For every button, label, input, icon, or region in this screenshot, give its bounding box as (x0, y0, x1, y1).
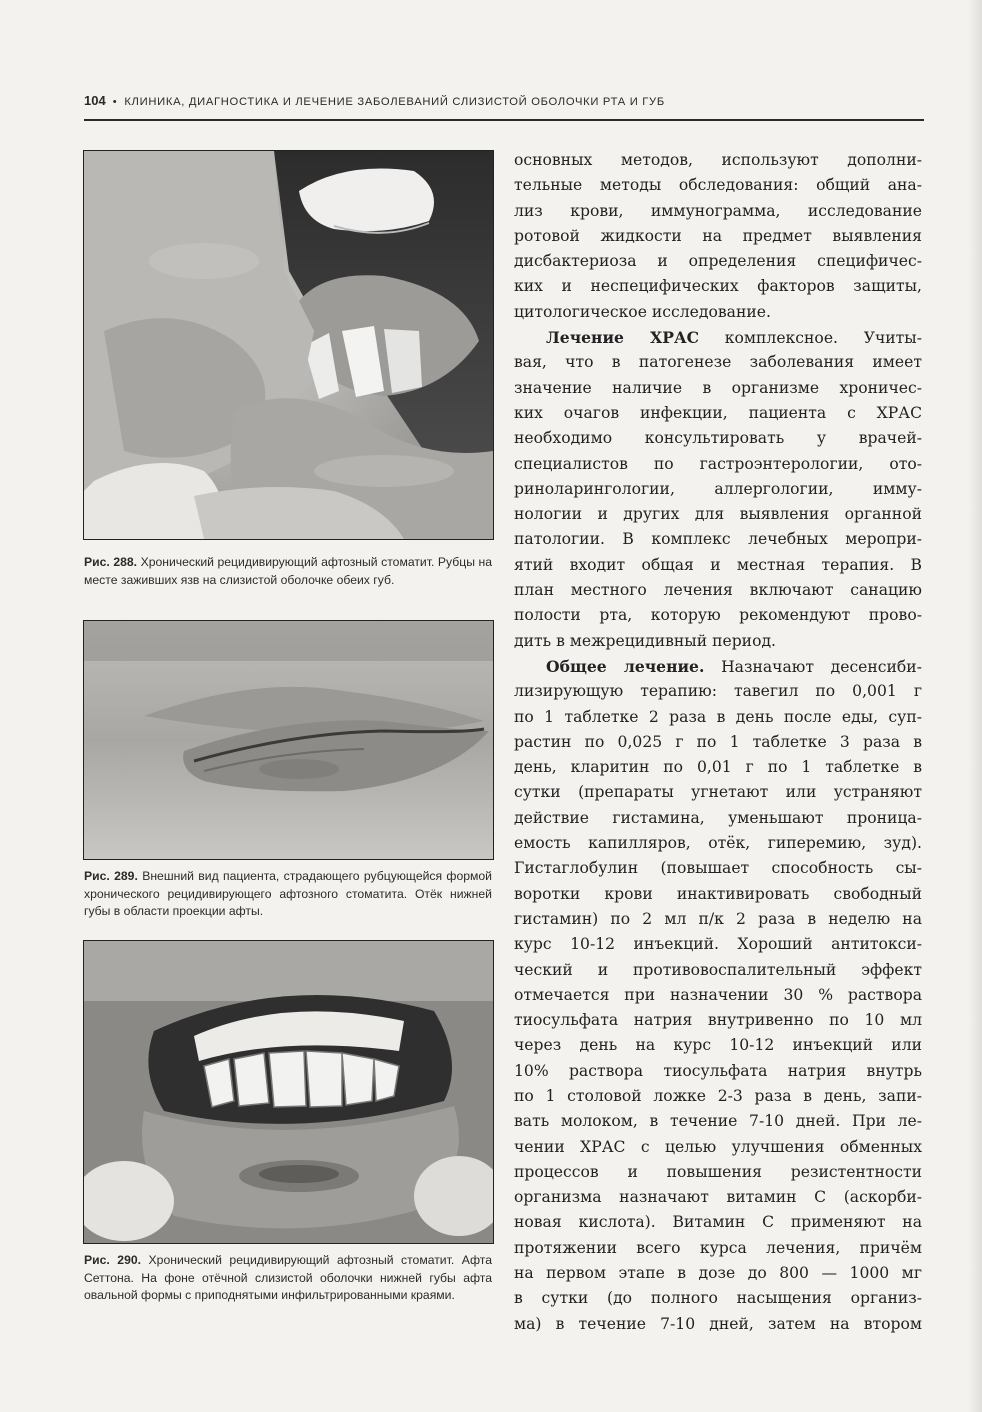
figure-289-text: Внешний вид пациента, страдающего рубцующейся формой хронического рецидивирующего афтозного стоматита. Отёк нижней губы в области проекции афты. (84, 869, 492, 918)
figure-289-caption (84, 868, 492, 921)
text-line: в сутки (до полного насыщения организ- (514, 1289, 922, 1308)
text-line: емость капилляров, отёк, гиперемию, зуд). (514, 834, 922, 853)
text-line: вая, что в патогенезе заболевания имеет (514, 353, 922, 372)
figure-288-caption (84, 554, 492, 589)
text-line: организма назначают витамин С (аскорби- (514, 1188, 922, 1207)
header-separator: • (112, 96, 118, 108)
figure-289-photo (83, 620, 494, 860)
text-line: лиз крови, иммунограмма, исследование (514, 201, 922, 220)
treatment-heading: Лечение ХРАС (546, 328, 700, 348)
text-line: нологии и других для выявления органной (514, 505, 922, 524)
text-line: патологии. В комплекс лечебных меропри- (514, 530, 922, 549)
figure-290-caption (84, 1252, 492, 1305)
text-line: ческий и противовоспалительный эффект (514, 960, 922, 979)
text-line: по 1 таблетке 2 раза в день после еды, суп- (514, 707, 922, 726)
body-text-column (514, 148, 922, 1337)
text-line: чении ХРАС с целью улучшения обменных (514, 1137, 922, 1156)
text-line: лизирующую терапию: тавегил по 0,001 г (514, 682, 922, 701)
text-line: день, кларитин по 0,01 г по 1 таблетке в (514, 758, 922, 777)
figure-288-label: Рис. 288. (84, 555, 138, 569)
text-line: через день на курс 10-12 инъекций или (514, 1036, 922, 1055)
text-line: основных методов, используют дополни- (514, 151, 922, 169)
text-line-treatment-heading (514, 325, 922, 350)
text-line: на первом этапе в дозе до 800 — 1000 мг (514, 1264, 922, 1283)
text-line: необходимо консультировать у врачей- (514, 429, 922, 448)
header-rule (84, 119, 924, 121)
page-number: 104 (84, 93, 106, 108)
text-line: специалистов по гастроэнтерологии, ото- (514, 454, 922, 473)
running-header (84, 93, 924, 108)
figure-289-label: Рис. 289. (84, 869, 138, 883)
text-run: комплексное. Учиты- (724, 329, 922, 348)
text-line: отмечается при назначении 30 % раствора (514, 985, 922, 1004)
text-line: курс 10-12 инъекций. Хороший антитокси- (514, 935, 922, 954)
text-line: значение наличие в организме хроничес- (514, 378, 922, 397)
text-line: цитологическое исследование. (514, 302, 771, 321)
text-run: Назначают десенсиби- (721, 657, 922, 676)
text-line: тельные методы обследования: общий ана- (514, 176, 922, 195)
text-line: новая кислота). Витамин С применяют на (514, 1213, 922, 1232)
text-line: риноларингологии, аллергологии, имму- (514, 479, 922, 498)
text-line: вать молоком, в течение 7-10 дней. При ле- (514, 1112, 922, 1131)
page-edge-shadow (968, 0, 982, 1412)
figure-290-photo (83, 940, 494, 1244)
text-line: ких и неспецифических факторов защиты, (514, 277, 922, 296)
running-title: КЛИНИКА, ДИАГНОСТИКА И ЛЕЧЕНИЕ ЗАБОЛЕВАНИЙ СЛИЗИСТОЙ ОБОЛОЧКИ РТА И ГУБ (124, 96, 665, 108)
text-line: гистамин) по 2 мл п/к 2 раза в неделю на (514, 909, 922, 928)
figure-288-text: Хронический рецидивирующий афтозный стоматит. Рубцы на месте заживших язв на слизистой оболочке обеих губ. (84, 555, 492, 587)
text-line: сутки (препараты угнетают или устраняют (514, 783, 922, 802)
figure-290-text: Хронический рецидивирующий афтозный стоматит. Афта Сеттона. На фоне отёчной слизистой оболочки нижней губы афта овальной формы с приподнятыми инфильтрированными краями. (84, 1253, 492, 1302)
figure-290-label: Рис. 290. (84, 1253, 142, 1267)
figure-288-photo (83, 150, 494, 540)
text-line: ятий входит общая и местная терапия. В (514, 555, 922, 574)
text-line: растин по 0,025 г по 1 таблетке 3 раза в (514, 732, 922, 751)
text-line: протяжении всего курса лечения, причём (514, 1238, 922, 1257)
text-line: дисбактериоза и определения специфичес- (514, 252, 922, 271)
text-line: тиосульфата натрия внутривенно по 10 мл (514, 1011, 922, 1030)
text-line: ма) в течение 7-10 дней, затем на втором (514, 1314, 922, 1333)
text-line: план местного лечения включают санацию (514, 581, 922, 600)
text-line-general-heading (514, 654, 922, 679)
general-treatment-heading: Общее лечение. (546, 656, 705, 676)
text-line: процессов и повышения резистентности (514, 1162, 922, 1181)
text-line: Гистаглобулин (повышает способность сы- (514, 859, 922, 878)
text-line: полости рта, которую рекомендуют прово- (514, 606, 922, 625)
text-line: действие гистамина, уменьшают проница- (514, 808, 922, 827)
text-line: дить в межрецидивный период. (514, 631, 777, 650)
text-line: ких очагов инфекции, пациента с ХРАС (514, 403, 922, 422)
text-line: по 1 столовой ложке 2-3 раза в день, запи- (514, 1086, 922, 1105)
text-line: 10% раствора тиосульфата натрия внутрь (514, 1061, 922, 1080)
text-line: воротки крови инактивировать свободный (514, 884, 922, 903)
text-line: ротовой жидкости на предмет выявления (514, 226, 922, 245)
